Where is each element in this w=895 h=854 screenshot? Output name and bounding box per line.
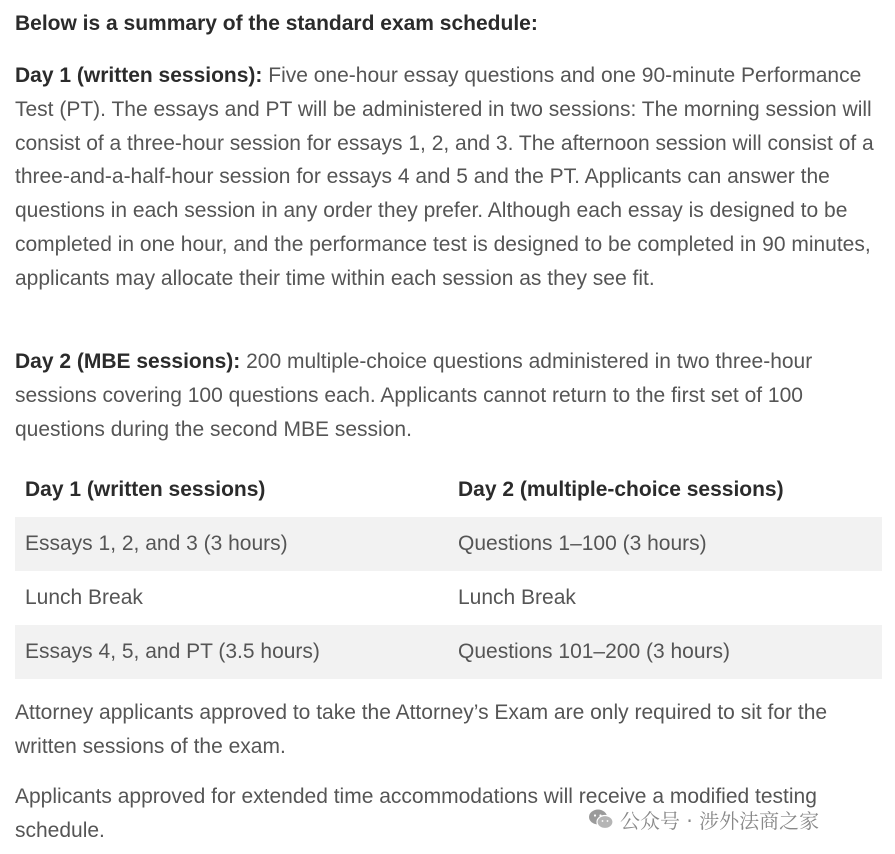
table-row <box>15 625 882 679</box>
day2-text: 200 multiple-choice questions administered in two three-hour sessions covering 100 questions each. Applicants cannot return to the first set of 100 questions during the second MBE session. <box>15 350 813 441</box>
table-cell: Lunch Break <box>25 586 143 609</box>
day1-lead: Day 1 (written sessions): <box>15 64 263 87</box>
day1-text: Five one-hour essay questions and one 90-minute Performance Test (PT). The essays and PT will be administered in two sessions: The morning session will consist of a three-hour session for essays 1, 2, and 3. The afternoon session will consist of a three-and-a-half-hour session for essays 4 and 5 and the PT. Applicants can answer the questions in each session in any order they prefer. Although each essay is designed to be completed in one hour, and the performance test is designed to be completed in 90 minutes, applicants may allocate their time within each session as they see fit. <box>15 64 874 290</box>
day2-lead: Day 2 (MBE sessions): <box>15 350 241 373</box>
table-header-row <box>15 463 882 517</box>
wechat-icon <box>588 808 614 830</box>
watermark-text: 公众号 · 涉外法商之家 <box>620 808 820 833</box>
page-heading: Below is a summary of the standard exam schedule: <box>15 12 538 35</box>
extended-time-paragraph: Applicants approved for extended time accommodations will receive a modified testing schedule. <box>15 785 817 842</box>
schedule-table <box>15 463 882 679</box>
table-row <box>15 571 882 625</box>
table-cell: Essays 1, 2, and 3 (3 hours) <box>15 517 448 571</box>
table-cell: Lunch Break <box>458 586 576 609</box>
table-cell: Questions 1–100 (3 hours) <box>448 517 882 571</box>
table-cell: Essays 4, 5, and PT (3.5 hours) <box>15 625 448 679</box>
day2-paragraph <box>15 345 883 446</box>
table-header-day1: Day 1 (written sessions) <box>25 478 266 501</box>
attorney-paragraph: Attorney applicants approved to take the Attorney’s Exam are only required to sit for the written sessions of the exam. <box>15 701 828 758</box>
watermark <box>588 803 819 835</box>
table-row <box>15 517 882 571</box>
day1-paragraph <box>15 59 883 296</box>
table-header-day2: Day 2 (multiple-choice sessions) <box>458 478 784 501</box>
table-cell: Questions 101–200 (3 hours) <box>448 625 882 679</box>
